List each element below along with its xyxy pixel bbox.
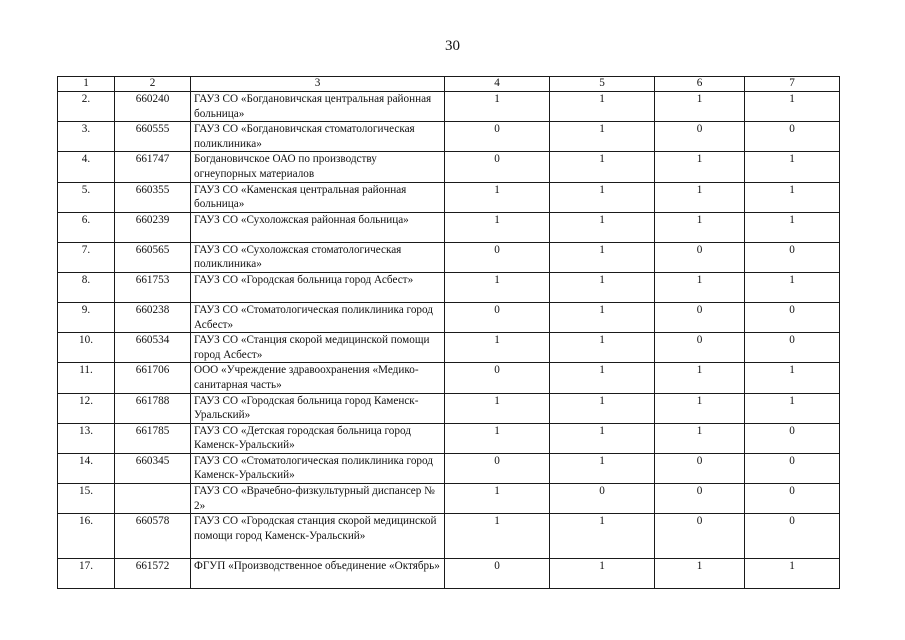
value-cell-col7: 1 [745,363,840,393]
table-row [58,423,840,453]
organization-name-cell: ГАУЗ СО «Каменская центральная районная больница» [191,182,445,212]
code-cell: 660534 [115,333,191,363]
value-cell-col6: 1 [655,559,745,589]
value-cell-col6: 1 [655,182,745,212]
value-cell-col6: 1 [655,423,745,453]
code-cell: 661785 [115,423,191,453]
value-cell-col7: 1 [745,212,840,242]
row-number-cell: 8. [58,272,115,302]
value-cell-col5: 1 [550,212,655,242]
value-cell-col6: 1 [655,272,745,302]
table-row [58,122,840,152]
value-cell-col7: 1 [745,393,840,423]
table-row [58,242,840,272]
organization-name-cell: ГАУЗ СО «Городская больница город Каменск-Уральский» [191,393,445,423]
value-cell-col5: 1 [550,152,655,182]
value-cell-col7: 1 [745,272,840,302]
column-header: 7 [745,77,840,92]
row-number-cell: 2. [58,92,115,122]
value-cell-col6: 1 [655,92,745,122]
value-cell-col4: 1 [445,92,550,122]
row-number-cell: 9. [58,302,115,332]
table-row [58,333,840,363]
row-number-cell: 15. [58,484,115,514]
value-cell-col4: 1 [445,484,550,514]
value-cell-col4: 0 [445,302,550,332]
value-cell-col4: 0 [445,363,550,393]
value-cell-col6: 1 [655,152,745,182]
table-row [58,559,840,589]
code-cell: 660578 [115,514,191,559]
code-cell [115,484,191,514]
row-number-cell: 3. [58,122,115,152]
table-body [58,92,840,589]
value-cell-col6: 0 [655,514,745,559]
row-number-cell: 12. [58,393,115,423]
value-cell-col5: 0 [550,484,655,514]
page-number: 30 [445,38,460,54]
value-cell-col5: 1 [550,559,655,589]
value-cell-col7: 1 [745,182,840,212]
table-row [58,453,840,483]
value-cell-col5: 1 [550,423,655,453]
organization-name-cell: ГАУЗ СО «Стоматологическая поликлиника город Каменск-Уральский» [191,453,445,483]
row-number-cell: 5. [58,182,115,212]
value-cell-col5: 1 [550,333,655,363]
value-cell-col7: 0 [745,333,840,363]
organization-name-cell: ГАУЗ СО «Городская больница город Асбест» [191,272,445,302]
row-number-cell: 17. [58,559,115,589]
row-number-cell: 4. [58,152,115,182]
value-cell-col7: 0 [745,423,840,453]
value-cell-col4: 1 [445,514,550,559]
value-cell-col6: 0 [655,122,745,152]
organization-name-cell: ФГУП «Производственное объединение «Октябрь» [191,559,445,589]
organization-name-cell: ООО «Учреждение здравоохранения «Медико-санитарная часть» [191,363,445,393]
table-row [58,212,840,242]
organization-name-cell: ГАУЗ СО «Сухоложская районная больница» [191,212,445,242]
value-cell-col5: 1 [550,242,655,272]
value-cell-col5: 1 [550,272,655,302]
value-cell-col5: 1 [550,393,655,423]
value-cell-col7: 0 [745,514,840,559]
table-row [58,484,840,514]
value-cell-col4: 0 [445,242,550,272]
header-row [58,77,840,92]
value-cell-col4: 1 [445,182,550,212]
value-cell-col4: 1 [445,333,550,363]
value-cell-col7: 1 [745,152,840,182]
value-cell-col4: 1 [445,393,550,423]
table-row [58,363,840,393]
row-number-cell: 13. [58,423,115,453]
value-cell-col7: 1 [745,92,840,122]
value-cell-col7: 0 [745,453,840,483]
value-cell-col5: 1 [550,363,655,393]
organization-name-cell: ГАУЗ СО «Врачебно-физкультурный диспансер № 2» [191,484,445,514]
value-cell-col7: 1 [745,559,840,589]
organization-name-cell: ГАУЗ СО «Городская станция скорой медицинской помощи город Каменск-Уральский» [191,514,445,559]
code-cell: 660240 [115,92,191,122]
code-cell: 660238 [115,302,191,332]
organization-name-cell: ГАУЗ СО «Богдановичская центральная районная больница» [191,92,445,122]
row-number-cell: 6. [58,212,115,242]
table-row [58,182,840,212]
table-row [58,92,840,122]
value-cell-col6: 0 [655,242,745,272]
organization-name-cell: ГАУЗ СО «Детская городская больница город Каменск-Уральский» [191,423,445,453]
value-cell-col7: 0 [745,122,840,152]
code-cell: 660239 [115,212,191,242]
code-cell: 660355 [115,182,191,212]
code-cell: 660555 [115,122,191,152]
organization-name-cell: Богдановичское ОАО по производству огнеупорных материалов [191,152,445,182]
row-number-cell: 10. [58,333,115,363]
data-table [57,76,840,589]
value-cell-col6: 0 [655,453,745,483]
value-cell-col4: 1 [445,272,550,302]
table-row [58,152,840,182]
value-cell-col4: 0 [445,559,550,589]
value-cell-col7: 0 [745,242,840,272]
value-cell-col5: 1 [550,92,655,122]
code-cell: 661706 [115,363,191,393]
value-cell-col4: 0 [445,453,550,483]
column-header: 1 [58,77,115,92]
row-number-cell: 7. [58,242,115,272]
table-row [58,272,840,302]
value-cell-col6: 1 [655,363,745,393]
table-row [58,393,840,423]
column-header: 2 [115,77,191,92]
value-cell-col6: 0 [655,302,745,332]
code-cell: 661753 [115,272,191,302]
code-cell: 660565 [115,242,191,272]
organization-name-cell: ГАУЗ СО «Стоматологическая поликлиника город Асбест» [191,302,445,332]
value-cell-col5: 1 [550,122,655,152]
value-cell-col5: 1 [550,514,655,559]
value-cell-col6: 1 [655,212,745,242]
code-cell: 661788 [115,393,191,423]
value-cell-col6: 1 [655,393,745,423]
value-cell-col7: 0 [745,484,840,514]
code-cell: 660345 [115,453,191,483]
value-cell-col7: 0 [745,302,840,332]
value-cell-col5: 1 [550,182,655,212]
value-cell-col6: 0 [655,333,745,363]
value-cell-col4: 0 [445,122,550,152]
value-cell-col5: 1 [550,302,655,332]
column-header: 6 [655,77,745,92]
value-cell-col4: 1 [445,423,550,453]
row-number-cell: 11. [58,363,115,393]
value-cell-col6: 0 [655,484,745,514]
organization-name-cell: ГАУЗ СО «Станция скорой медицинской помощи город Асбест» [191,333,445,363]
code-cell: 661572 [115,559,191,589]
column-header: 3 [191,77,445,92]
table-row [58,514,840,559]
organization-name-cell: ГАУЗ СО «Сухоложская стоматологическая поликлиника» [191,242,445,272]
organization-name-cell: ГАУЗ СО «Богдановичская стоматологическая поликлиника» [191,122,445,152]
value-cell-col5: 1 [550,453,655,483]
code-cell: 661747 [115,152,191,182]
row-number-cell: 14. [58,453,115,483]
value-cell-col4: 0 [445,152,550,182]
column-header: 4 [445,77,550,92]
value-cell-col4: 1 [445,212,550,242]
table-row [58,302,840,332]
column-header: 5 [550,77,655,92]
row-number-cell: 16. [58,514,115,559]
